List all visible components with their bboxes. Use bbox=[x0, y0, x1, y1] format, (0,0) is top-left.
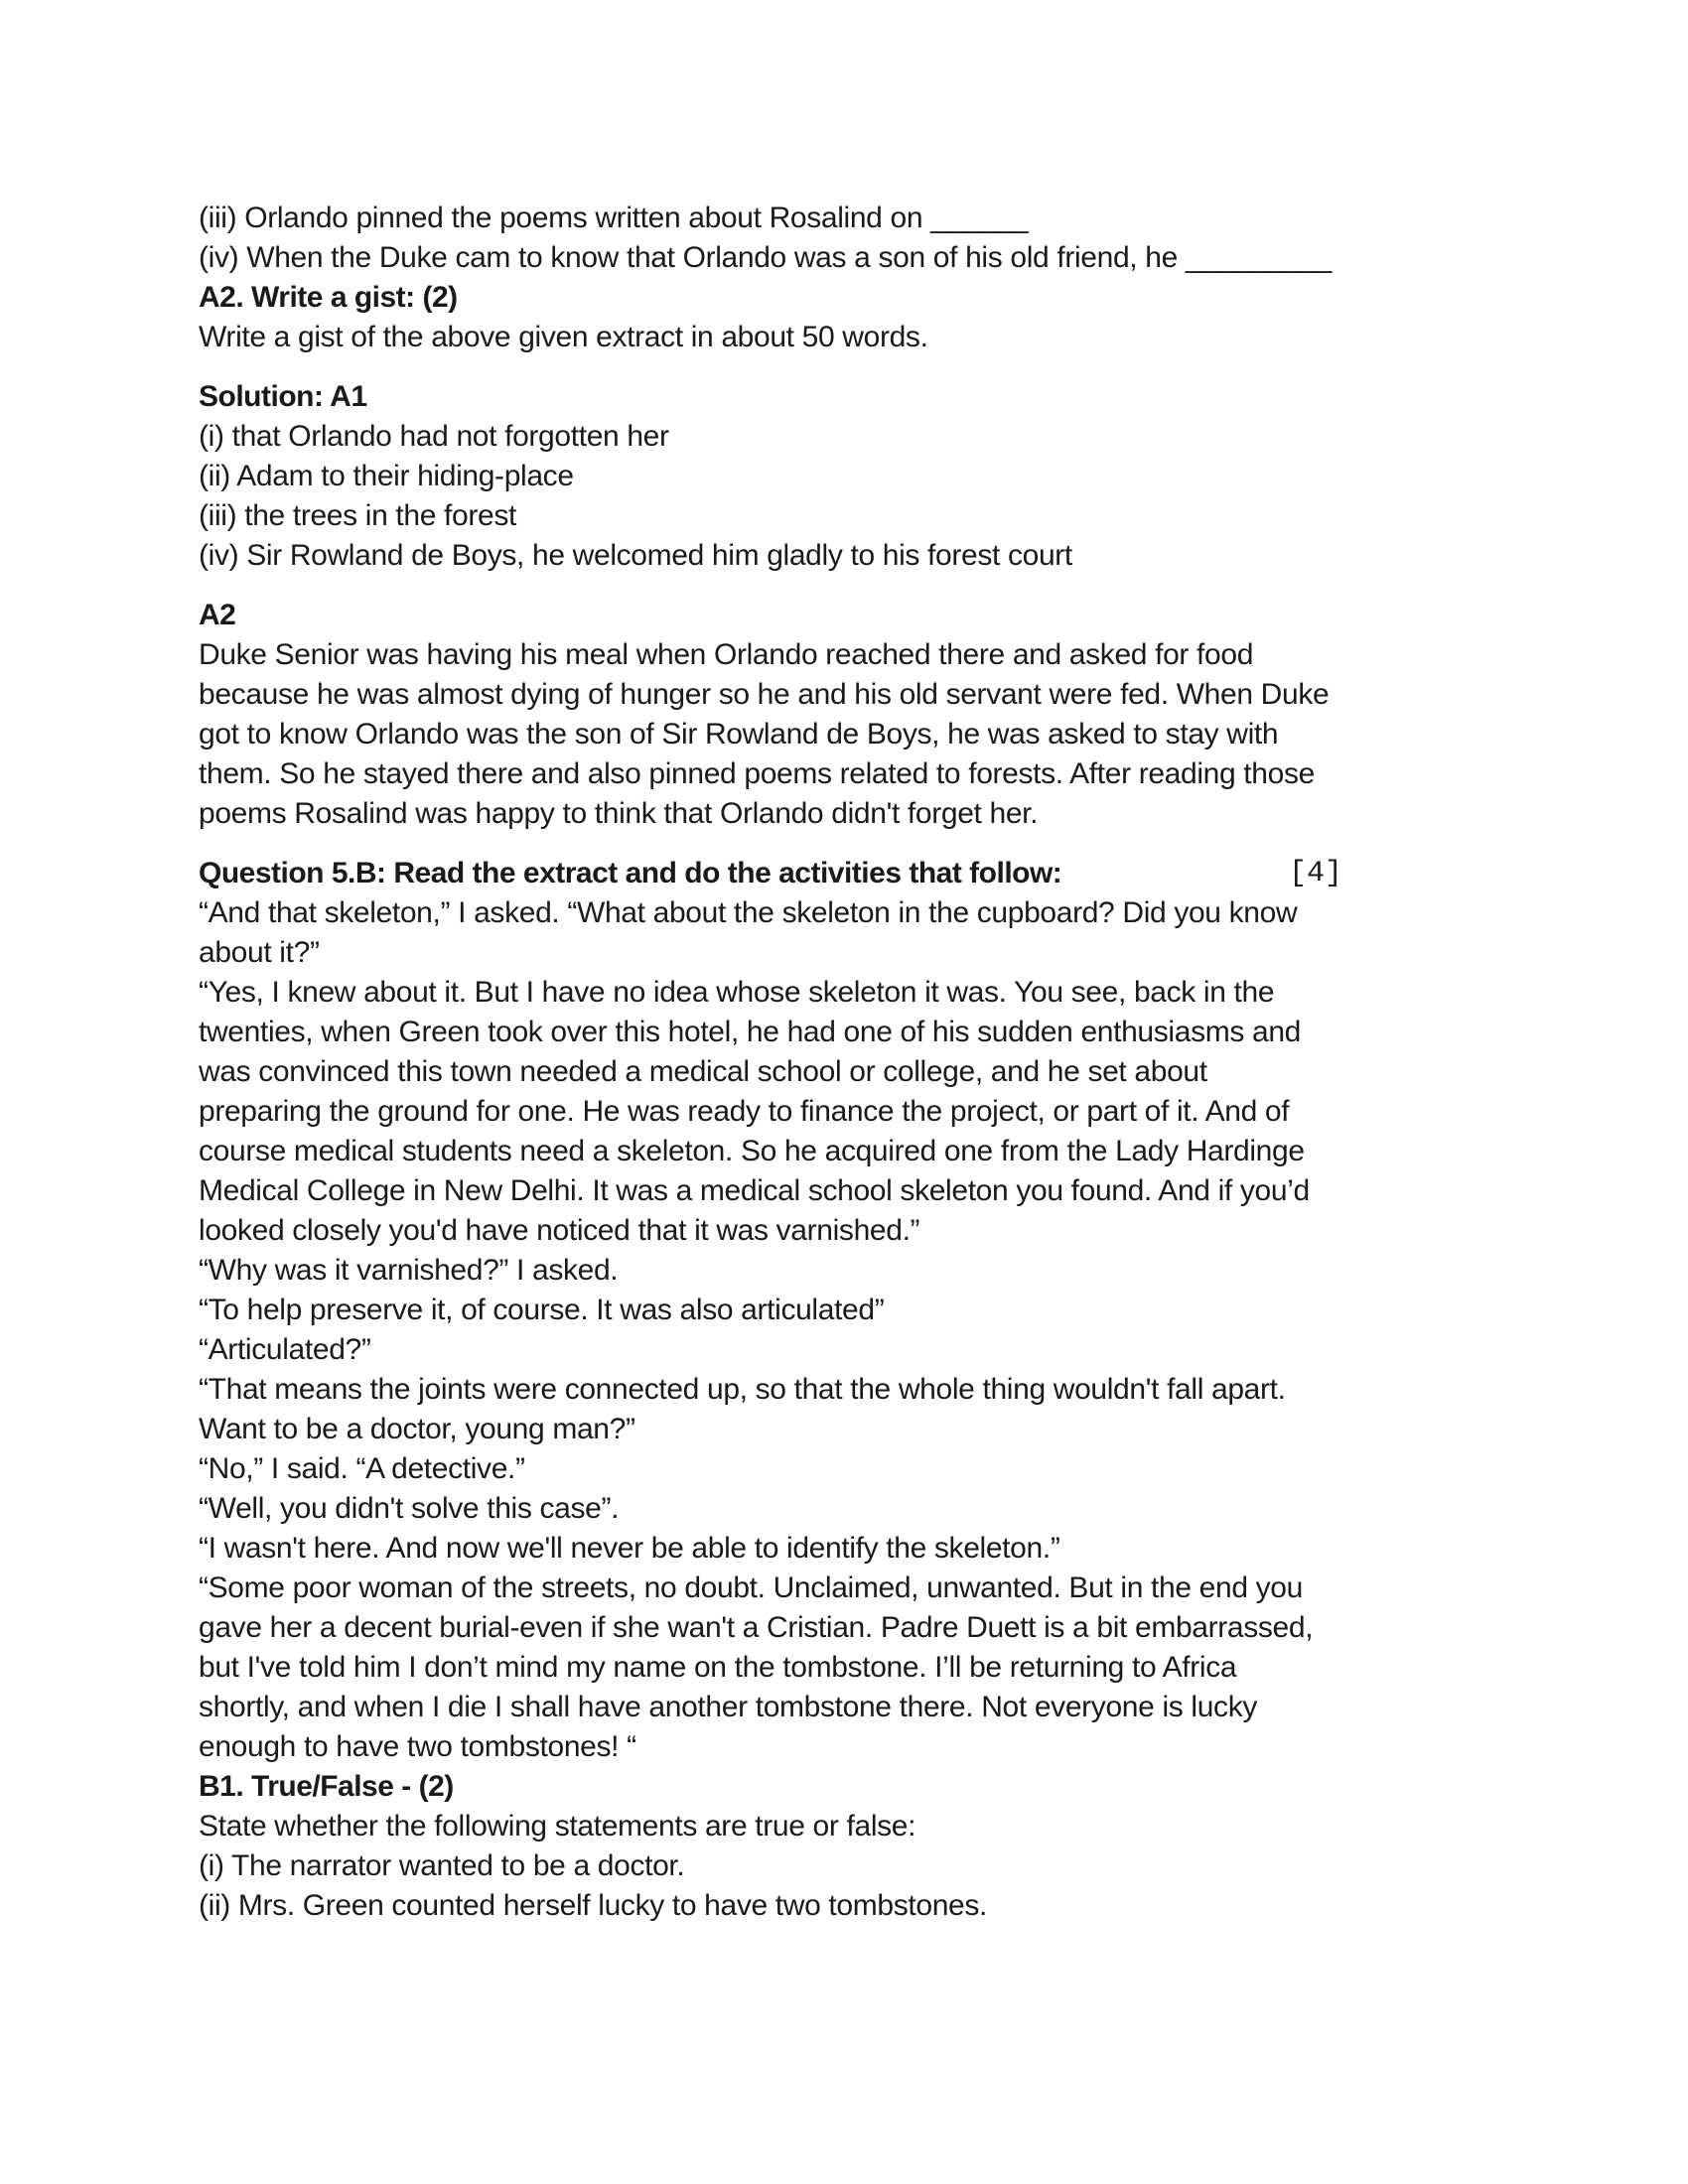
solution-a1-answer: (iii) the trees in the forest bbox=[199, 499, 516, 532]
extract-line: “That means the joints were connected up, so that the whole thing wouldn't fall apart. bbox=[199, 1373, 1286, 1406]
b1-instruction: State whether the following statements are true or false: bbox=[199, 1810, 916, 1843]
a2-instruction: Write a gist of the above given extract in about 50 words. bbox=[199, 321, 928, 353]
extract-line: course medical students need a skeleton. So he acquired one from the Lady Hardinge bbox=[199, 1135, 1305, 1167]
extract-line: Want to be a doctor, young man?” bbox=[199, 1413, 635, 1445]
extract-line: “To help preserve it, of course. It was also articulated” bbox=[199, 1294, 885, 1326]
extract-line: “Yes, I knew about it. But I have no idea whose skeleton it was. You see, back in the bbox=[199, 976, 1275, 1009]
extract-line: “No,” I said. “A detective.” bbox=[199, 1452, 525, 1485]
extract-line: “I wasn't here. And now we'll never be able to identify the skeleton.” bbox=[199, 1532, 1060, 1565]
extract-line: “Articulated?” bbox=[199, 1333, 371, 1366]
extract-line: about it?” bbox=[199, 936, 320, 969]
extract-line: “And that skeleton,” I asked. “What about the skeleton in the cupboard? Did you know bbox=[199, 896, 1298, 929]
extract-line: looked closely you'd have noticed that it was varnished.” bbox=[199, 1214, 920, 1247]
extract-line: preparing the ground for one. He was ready to finance the project, or part of it. And of bbox=[199, 1095, 1290, 1128]
extract-line: was convinced this town needed a medical school or college, and he set about bbox=[199, 1055, 1207, 1088]
question-5b-heading bbox=[199, 854, 1509, 893]
question-5b-title: Question 5.B: Read the extract and do the activities that follow: bbox=[199, 857, 1062, 889]
extract-line: “Why was it varnished?” I asked. bbox=[199, 1254, 619, 1287]
question-5b-marks: [4] bbox=[1289, 857, 1343, 890]
extract-line: but I've told him I don’t mind my name on the tombstone. I’ll be returning to Africa bbox=[199, 1651, 1237, 1684]
b1-statement: (i) The narrator wanted to be a doctor. bbox=[199, 1849, 685, 1882]
extract-line: gave her a decent burial-even if she wan't a Cristian. Padre Duett is a bit embarrassed, bbox=[199, 1611, 1314, 1644]
extract-line: enough to have two tombstones! “ bbox=[199, 1730, 636, 1763]
solution-a2-line: them. So he stayed there and also pinned poems related to forests. After reading those bbox=[199, 757, 1315, 790]
a1-item-iv: (iv) When the Duke cam to know that Orlando was a son of his old friend, he _________ bbox=[199, 241, 1332, 274]
solution-a2-heading: A2 bbox=[199, 599, 236, 631]
a2-heading: A2. Write a gist: (2) bbox=[199, 281, 458, 314]
solution-a2-line: because he was almost dying of hunger so he and his old servant were fed. When Duke bbox=[199, 678, 1330, 711]
b1-heading: B1. True/False - (2) bbox=[199, 1770, 454, 1803]
extract-line: “Well, you didn't solve this case”. bbox=[199, 1492, 620, 1525]
solution-a2-line: poems Rosalind was happy to think that Orlando didn't forget her. bbox=[199, 797, 1039, 830]
solution-a1-heading: Solution: A1 bbox=[199, 380, 367, 413]
extract-line: shortly, and when I die I shall have another tombstone there. Not everyone is lucky bbox=[199, 1691, 1257, 1723]
solution-a2-line: Duke Senior was having his meal when Orlando reached there and asked for food bbox=[199, 638, 1254, 671]
b1-statement: (ii) Mrs. Green counted herself lucky to have two tombstones. bbox=[199, 1889, 987, 1922]
a1-item-iii: (iii) Orlando pinned the poems written about Rosalind on ______ bbox=[199, 202, 1029, 234]
solution-a1-answer: (ii) Adam to their hiding-place bbox=[199, 460, 574, 492]
solution-a1-answer: (i) that Orlando had not forgotten her bbox=[199, 420, 669, 453]
solution-a2-line: got to know Orlando was the son of Sir Rowland de Boys, he was asked to stay with bbox=[199, 718, 1279, 751]
extract-line: twenties, when Green took over this hotel, he had one of his sudden enthusiasms and bbox=[199, 1016, 1301, 1048]
extract-line: “Some poor woman of the streets, no doubt. Unclaimed, unwanted. But in the end you bbox=[199, 1571, 1303, 1604]
solution-a1-answer: (iv) Sir Rowland de Boys, he welcomed him gladly to his forest court bbox=[199, 539, 1072, 572]
extract-line: Medical College in New Delhi. It was a medical school skeleton you found. And if you’d bbox=[199, 1174, 1310, 1207]
